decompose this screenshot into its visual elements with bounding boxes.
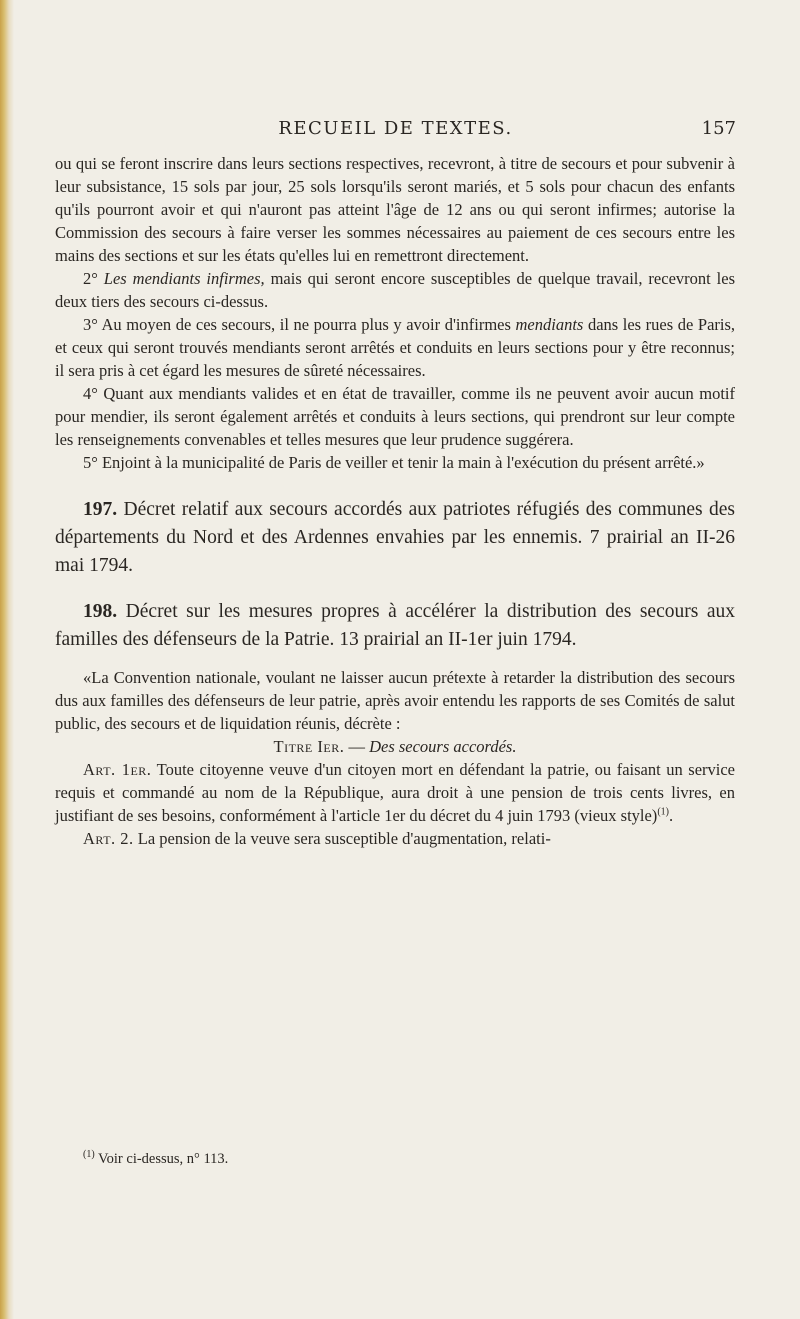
footnote-mark: (1) (83, 1149, 95, 1161)
title-dash: — (348, 737, 365, 756)
emphasis-text: mendiants (515, 315, 584, 334)
decree-title: Décret relatif aux secours accordés aux patriotes réfugiés des communes des départements du Nord et des Ardennes envahies par les ennemis. 7 prairial an II-26 mai 1794. (55, 499, 735, 576)
paragraph-item-2 (55, 267, 735, 313)
item-text: 3° Au moyen de ces secours, il ne pourra plus y avoir d'infirmes (83, 315, 511, 334)
decree-197 (55, 496, 735, 580)
section-title (55, 735, 735, 758)
item-text: dans les rues de Paris, et ceux qui seront trouvés mendiants seront arrêtés et conduits en leurs sections pour y être reconnus; il sera pris à cet égard les mesures de sûreté nécessaires. (55, 315, 736, 380)
article-text: Toute citoyenne veuve d'un citoyen mort en défendant la patrie, ou faisant un service requis et commandé au nom de la République, aura droit à une pension de trois cents livres, en justifiant de ses besoins, conformément à l'article 1er du décret du 4 juin 1793 (vieux style) (55, 760, 735, 825)
binding-edge (0, 0, 14, 1319)
article-1: Art. 1er. Toute citoyenne veuve d'un citoyen mort en défendant la patrie, ou faisant un service requis et commandé au nom de la République, aura droit à une pension de trois cents livres, en justifiant de ses besoins, conformément à l'article 1er du décret du 4 juin 1793 (vieux style)$^{(1)}$. (55, 760, 735, 825)
article-2 (55, 827, 735, 850)
article-label: Art. 2. (83, 829, 134, 848)
paragraph-item-3 (55, 313, 735, 382)
page-body (55, 152, 735, 850)
decree-198 (55, 598, 735, 654)
article-label: Art. 1er. (83, 760, 152, 779)
footnote (83, 1151, 228, 1168)
decree-title: Décret sur les mesures propres à accélérer la distribution des secours aux familles des défenseurs de la Patrie. 13 prairial an II-1er juin 1794. (55, 601, 736, 650)
item-number: 2° (83, 269, 98, 288)
footnote-text: Voir ci-dessus, n° 113. (98, 1151, 229, 1167)
item-text: mais qui seront encore susceptibles de quelque travail, recevront les deux tiers des secours ci-dessus. (55, 269, 735, 311)
title-heading: Des secours accordés. (369, 737, 517, 756)
emphasis-text: Les mendiants infirmes, (103, 269, 265, 288)
footnote-reference: (1) (657, 806, 669, 818)
article-text: La pension de la veuve sera susceptible d'augmentation, relati- (137, 829, 551, 848)
running-header (55, 118, 736, 146)
paragraph-continuation: ou qui se feront inscrire dans leurs sections respectives, recevront, à titre de secours et pour subvenir à leur subsistance, 15 sols par jour, 25 sols lorsqu'ils seront mariés, et 5 sols pour chacun des enfants qu'ils pourront avoir et qui n'auront pas atteint l'âge de 12 ans ou qui seront infirmes; autorise la Commission des secours à faire verser les sommes nécessaires au paiement de ces secours entre les mains des sections et sur les états qu'elles lui en remettront directement. (55, 154, 735, 265)
preamble-paragraph: «La Convention nationale, voulant ne laisser aucun prétexte à retarder la distribution des secours dus aux familles des défenseurs de leur patrie, après avoir entendu les rapports de ses Comités de salut public, des secours et de liquidation réunis, décrète : (55, 668, 735, 733)
decree-number: 197. (83, 499, 118, 520)
paragraph-item-4: 4° Quant aux mendiants valides et en état de travailler, comme ils ne peuvent avoir aucun motif pour mendier, ils seront également arrêtés et conduits à leurs sections, qui prendront sur leur compte les renseignements convenables et telles mesures que leur prudence suggérera. (55, 384, 735, 449)
title-label: Titre Ier. (273, 737, 345, 756)
paragraph-item-5: 5° Enjoint à la municipalité de Paris de veiller et tenir la main à l'exécution du présent arrêté.» (83, 453, 705, 472)
running-title: RECUEIL DE TEXTES. (278, 118, 513, 139)
page-number: 157 (701, 118, 736, 139)
decree-number: 198. (83, 601, 118, 622)
